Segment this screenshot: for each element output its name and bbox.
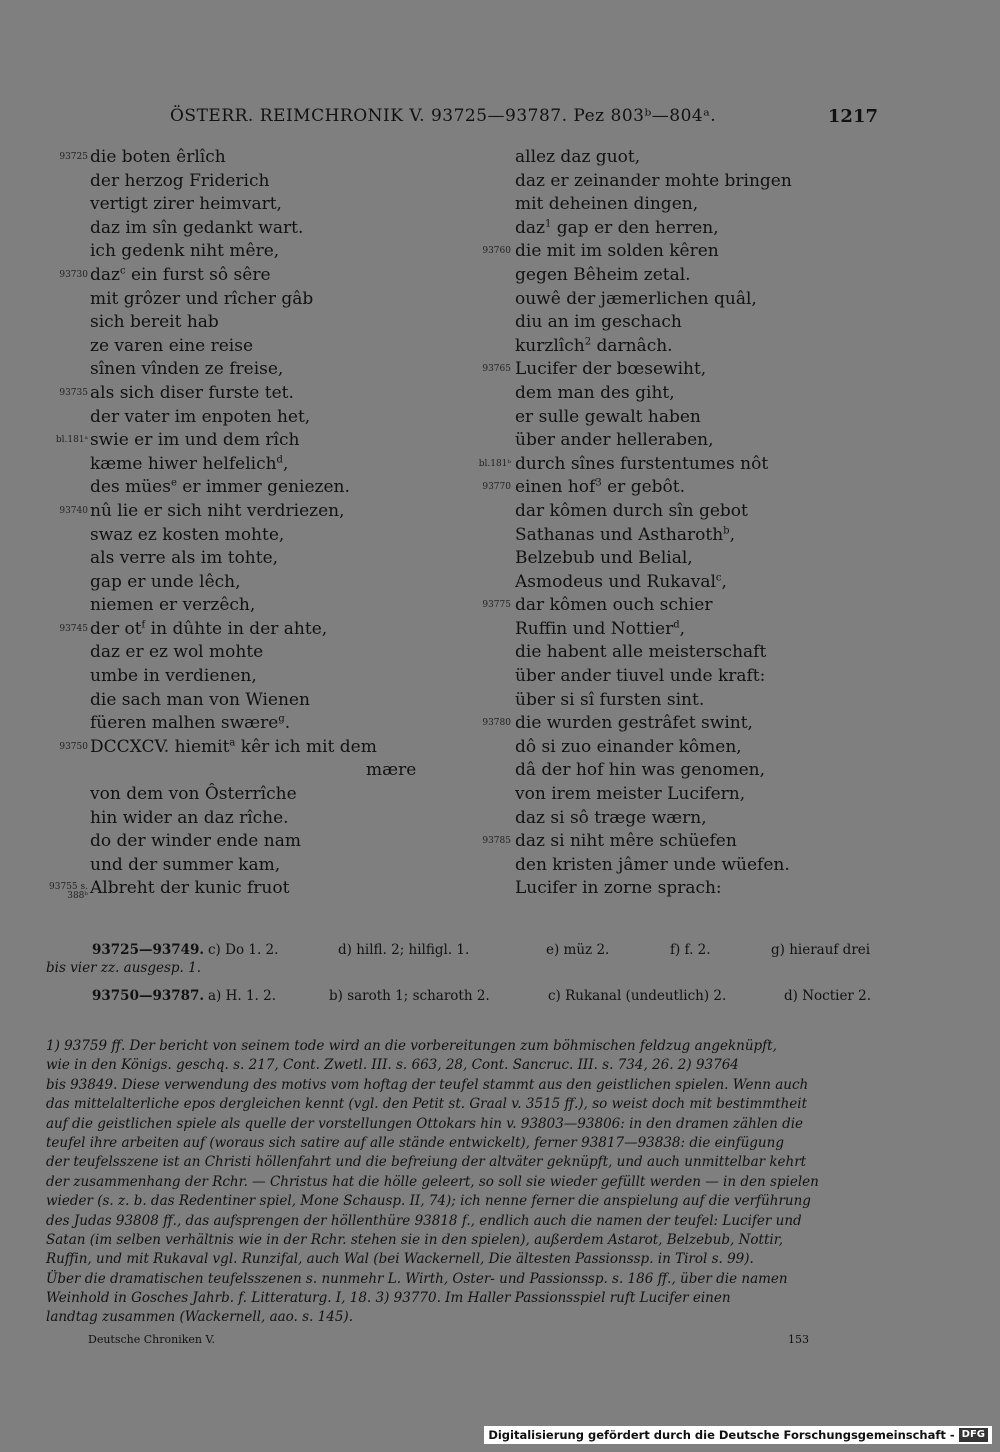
verse-line [40, 358, 480, 382]
line-number: 93725 [59, 152, 88, 162]
verse-line [455, 877, 875, 901]
verse-line [455, 382, 875, 406]
credit-text: Digitalisierung gefördert durch die Deutsche Forschungsgemeinschaft - [488, 1428, 955, 1442]
verse-text: dô si zuo einander kômen, [515, 736, 742, 757]
verse-line [40, 830, 480, 854]
verse-text: daz er zeinander mohte bringen [515, 170, 792, 191]
verse-text: durch sînes furstentumes nôt [515, 453, 769, 474]
running-header [0, 106, 1000, 130]
verse-text: do der winder ende nam [90, 831, 301, 852]
verse-text: dâ der hof hin was genomen, [515, 760, 765, 781]
verse-text: daz$^1$ gap er den herren, [515, 217, 719, 238]
verse-text: Lucifer der bœsewiht, [515, 359, 707, 380]
line-number: 93745 [59, 623, 88, 634]
verse-line [40, 759, 480, 783]
verse-text: über si sî fursten sint. [515, 689, 705, 710]
verse-line [455, 170, 875, 194]
note-marker: g [278, 713, 285, 725]
verse-text: Lucifer in zorne sprach: [515, 878, 722, 899]
verse-line [455, 854, 875, 878]
verse-line [40, 618, 480, 642]
verse-text: ouwê der jæmerlichen quâl, [515, 288, 757, 309]
verse-text: daz si sô træge wærn, [515, 807, 707, 828]
apparatus-note: a) H. 1. 2. [208, 988, 277, 1004]
footnote-line: der zusammenhang der Rchr. — Christus hat die hölle geleert, so soll sie wieder gefüllt werden — in den spielen [46, 1173, 819, 1190]
verse-text: Albreht der kunic fruot [90, 878, 290, 899]
verse-line [40, 429, 480, 453]
verse-text: kurzlîch$^2$ darnâch. [515, 335, 673, 356]
verse-text: als sich diser furste tet. [90, 382, 294, 403]
line-number: 93775 [482, 600, 511, 611]
verse-line [455, 524, 875, 548]
verse-line [40, 689, 480, 713]
apparatus-note: d) Noctier 2. [784, 988, 872, 1004]
verse-text: von irem meister Lucifern, [515, 784, 746, 805]
verse-text: sînen vînden ze freise, [90, 359, 284, 380]
line-number: 93740 [59, 505, 88, 516]
verse-text: mit deheinen dingen, [515, 194, 699, 215]
verse-line [40, 146, 480, 170]
note-marker: a [229, 737, 236, 749]
verse-text: einen hof$^3$ er gebôt. [515, 477, 686, 498]
note-marker: c [715, 572, 722, 584]
verse-line [40, 783, 480, 807]
note-marker: e [170, 477, 177, 489]
verse-text: Ruffin und Nottier$^d$, [515, 618, 686, 639]
note-marker: d [276, 454, 283, 466]
verse-line [455, 240, 875, 264]
verse-line [455, 594, 875, 618]
verse-line [40, 665, 480, 689]
verse-text: von dem von Ôsterrîche [90, 784, 297, 805]
footnote-line: bis 93849. Diese verwendung des motivs vom hoftag der teufel stammt aus den geistlichen spielen. Wenn auch [46, 1076, 809, 1093]
note-marker: c [119, 265, 126, 277]
note-marker: 3 [595, 477, 602, 489]
verse-text: daz si niht mêre schüefen [515, 831, 737, 852]
apparatus-range: 93750—93787. [92, 988, 205, 1004]
note-marker: 1 [544, 218, 552, 230]
verse-text: gegen Bêheim zetal. [515, 264, 691, 285]
page-number: 1217 [827, 106, 878, 127]
verse-line [40, 736, 480, 760]
verse-line [455, 807, 875, 831]
verse-text: daz im sîn gedankt wart. [90, 217, 304, 238]
verse-line [455, 571, 875, 595]
verse-text: Belzebub und Belial, [515, 548, 693, 569]
verse-line [40, 382, 480, 406]
verse-line [455, 783, 875, 807]
verse-line [455, 618, 875, 642]
header-title: ÖSTERR. REIMCHRONIK V. 93725—93787. Pez 803ᵇ—804ᵃ. [170, 106, 717, 126]
verse-line [40, 807, 480, 831]
verse-line [40, 854, 480, 878]
line-number: 93730 [59, 269, 88, 280]
verse-line [40, 712, 480, 736]
verse-line [455, 689, 875, 713]
note-marker: b [723, 524, 730, 536]
verse-line [40, 476, 480, 500]
verse-line [40, 453, 480, 477]
verse-text: gap er unde lêch, [90, 571, 241, 592]
footnote-line: Weinhold in Gosches Jahrb. f. Litteraturg. I, 18. 3) 93770. Im Haller Passionsspiel ruft Lucifer einen [46, 1290, 731, 1307]
verse-text: swie er im und dem rîch [90, 430, 300, 451]
verse-line [40, 311, 480, 335]
footnote-line: der teufelsszene ist an Christi höllenfahrt und die befreiung der altväter geknüpft, und auch unmittelbar kehrt [46, 1154, 807, 1171]
verse-text: der vater im enpoten het, [90, 406, 311, 427]
verse-line [455, 146, 875, 170]
verse-text: er sulle gewalt haben [515, 406, 701, 427]
verse-line [455, 830, 875, 854]
line-number: 93765 [482, 364, 511, 375]
verse-text: nû lie er sich niht verdriezen, [90, 500, 345, 521]
verse-text: des mües$^e$ er immer geniezen. [90, 477, 350, 498]
verse-text: der $ot^f$ in dûhte in der ahte, [90, 618, 328, 639]
verse-line [455, 500, 875, 524]
verse-text: niemen er verzêch, [90, 595, 256, 616]
page-footer [88, 1333, 808, 1346]
verse-line [40, 335, 480, 359]
verse-text: über ander tiuvel unde kraft: [515, 666, 766, 687]
verse-text: DCCXCV. hiemit$^a$ kêr ich mit dem [90, 736, 377, 757]
footnote-line: Satan (im selben verhältnis wie in der Rchr. stehen sie in den spielen), außerdem Astarot, Belzebub, Nottir, [46, 1231, 783, 1248]
verse-line [40, 288, 480, 312]
footnote-line: Ruffin, und mit Rukaval vgl. Runzifal, auch Wal (bei Wackernell, Die ältesten Passionssp. in Tirol s. 99). [46, 1251, 754, 1268]
verse-text: dar kômen ouch schier [515, 595, 713, 616]
verse-line [40, 524, 480, 548]
verse-text: über ander helleraben, [515, 430, 714, 451]
verse-line [40, 406, 480, 430]
verse-line [455, 406, 875, 430]
verse-text: die mit im solden kêren [515, 241, 719, 262]
verse-line [40, 264, 480, 288]
verse-line [455, 476, 875, 500]
verse-line [455, 759, 875, 783]
line-number: 93735 [59, 387, 88, 398]
apparatus-note: e) müz 2. [546, 942, 610, 958]
footnote-line: wieder (s. z. b. das Redentiner spiel, Mone Schausp. II, 74); ich nenne ferner die anspielung auf die verführung [46, 1193, 811, 1210]
verse-text: die habent alle meisterschaft [515, 642, 767, 663]
line-number: bl.181ᵇ [478, 458, 511, 469]
verse-line [40, 877, 480, 901]
footnote-line: teufel ihre arbeiten auf (woraus sich satire auf alle stände entwickelt), ferner 93817—93838: die einfügung [46, 1134, 784, 1151]
verse-text: mære [366, 760, 417, 781]
verse-text: Sathanas und Astharoth$^b$, [515, 524, 735, 545]
verse-line [455, 547, 875, 571]
apparatus-note: g) hierauf drei [771, 942, 871, 958]
funding-credit [484, 1426, 992, 1444]
verse-line [40, 170, 480, 194]
verse-line [40, 571, 480, 595]
verse-line [455, 217, 875, 241]
verse-line [40, 217, 480, 241]
verse-text: die sach man von Wienen [90, 689, 310, 710]
verse-line [455, 264, 875, 288]
line-number: 93750 [59, 741, 88, 752]
verse-line [455, 712, 875, 736]
note-marker: f [141, 619, 146, 631]
verse-line [455, 311, 875, 335]
verse-line [455, 335, 875, 359]
apparatus-note: b) saroth 1; scharoth 2. [329, 988, 490, 1004]
footer-signature: 153 [788, 1333, 809, 1346]
footnote-line: 1) 93759 ff. Der bericht von seinem tode wird an die vorbereitungen zum böhmischen feldzug angeknüpft, [46, 1038, 777, 1054]
verse-line [455, 288, 875, 312]
verse-text: als verre als im tohte, [90, 548, 279, 569]
verse-text: die boten êrlîch [90, 147, 226, 167]
verse-text: den kristen jâmer unde wüefen. [515, 854, 790, 875]
left-verse-column [40, 146, 480, 901]
verse-text: vertigt zirer heimvart, [90, 194, 282, 215]
verse-text: und der summer kam, [90, 854, 281, 875]
verse-text: kæme hiwer helfelich$^d$, [90, 453, 289, 474]
apparatus-note: c) Rukanal (undeutlich) 2. [548, 988, 727, 1004]
footnote-line: Über die dramatischen teufelsszenen s. nunmehr L. Wirth, Oster- und Passionssp. s. 186 ff., über die namen [46, 1270, 788, 1287]
verse-line [455, 453, 875, 477]
verse-text: sich bereit hab [90, 312, 219, 333]
line-number: 93780 [482, 718, 511, 729]
verse-text: ze varen eine reise [90, 335, 254, 356]
verse-text: füeren malhen swære$^g$. [90, 713, 291, 734]
verse-text: daz$^c$ ein furst sô sêre [90, 264, 271, 285]
verse-text: mit grôzer und rîcher gâb [90, 288, 314, 309]
verse-line [40, 641, 480, 665]
verse-text: der herzog Friderich [90, 170, 270, 191]
verse-line [40, 594, 480, 618]
verse-text: die wurden gestrâfet swint, [515, 713, 753, 734]
verse-line [40, 240, 480, 264]
footnote-line: landtag zusammen (Wackernell, aao. s. 145). [46, 1309, 353, 1326]
line-number: bl.181ᵃ [55, 435, 88, 446]
verse-line [455, 429, 875, 453]
footnote-line: des Judas 93808 ff., das aufsprengen der höllenthüre 93818 f., endlich auch die namen der teufel: Lucifer und [46, 1212, 802, 1229]
line-number: 93785 [482, 836, 511, 847]
verse-text: daz er ez wol mohte [90, 642, 264, 663]
note-marker: 2 [584, 336, 592, 348]
verse-line [455, 358, 875, 382]
verse-text: Asmodeus und Rukaval$^c$, [515, 571, 727, 592]
verse-line [40, 193, 480, 217]
verse-line [40, 547, 480, 571]
right-verse-column [455, 146, 875, 901]
apparatus-note: f) f. 2. [670, 942, 711, 958]
verse-line [455, 736, 875, 760]
verse-text: hin wider an daz rîche. [90, 807, 289, 828]
verse-text: diu an im geschach [515, 312, 682, 333]
verse-line [455, 665, 875, 689]
footnote-line: wie in den Königs. geschq. s. 217, Cont. Zwetl. III. s. 663, 28, Cont. Sancruc. III. s. 734, 26. 2) 93764 [46, 1057, 739, 1074]
verse-text: ich gedenk niht mêre, [90, 241, 280, 262]
verse-text: dem man des giht, [515, 382, 675, 403]
verse-line [455, 193, 875, 217]
apparatus-range: 93725—93749. [92, 942, 205, 958]
verse-line [40, 500, 480, 524]
line-number: 93770 [482, 482, 511, 493]
dfg-logo-icon: DFG [959, 1428, 988, 1442]
verse-text: allez daz guot, [515, 147, 641, 167]
verse-text: dar kômen durch sîn gebot [515, 500, 748, 521]
footnotes [46, 1037, 876, 1328]
note-marker: d [673, 619, 680, 631]
apparatus-note: d) hilfl. 2; hilfigl. 1. [338, 942, 470, 958]
footer-series: Deutsche Chroniken V. [88, 1333, 215, 1346]
line-number: 93755 s. 388ᵇ [49, 882, 88, 902]
verse-text: umbe in verdienen, [90, 666, 257, 687]
apparatus-continuation: bis vier zz. ausgesp. 1. [46, 960, 201, 976]
verse-text: swaz ez kosten mohte, [90, 524, 285, 545]
line-number: 93760 [482, 246, 511, 257]
verse-line [455, 641, 875, 665]
footnote-line: auf die geistlichen spiele als quelle der vorstellungen Ottokars hin v. 93803—93806: in den dramen zählen die [46, 1115, 804, 1132]
apparatus-note: c) Do 1. 2. [208, 942, 279, 958]
footnote-line: das mittelalterliche epos dergleichen kennt (vgl. den Petit st. Graal v. 3515 ff.), so weist doch mit bestimmtheit [46, 1096, 808, 1113]
